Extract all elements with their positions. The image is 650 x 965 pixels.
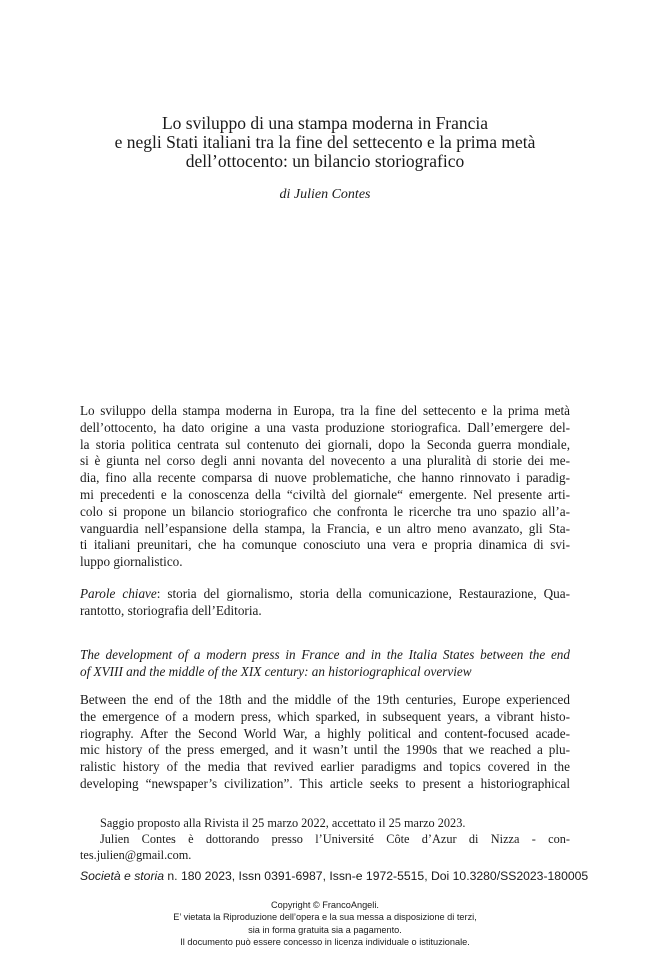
author-note-email: tes.julien@gmail.com. <box>80 848 192 862</box>
english-abstract-line: developing “newspaper’s civilization”. This article seeks to present a historiographical <box>80 775 570 791</box>
english-abstract-line: riography. After the Second World War, a highly political and content-focused acade- <box>80 725 570 741</box>
english-abstract-line: ralistic history of the media that revived earlier paradigms and topics covered in the <box>80 759 570 775</box>
keywords-text: : storia del giornalismo, storia della comunicazione, Restaurazione, Qua- <box>156 586 570 601</box>
copyright-notice <box>80 899 570 949</box>
keywords-line: rantotto, storiografia dell’Editoria. <box>80 602 262 618</box>
english-title-line: The development of a modern press in France and in the Italia States between the end <box>80 647 570 662</box>
english-abstract-line: the emergence of a modern press, which sparked, in subsequent years, a vibrant histo- <box>80 708 570 724</box>
abstract-line: si è giunta nel corso degli anni novanta del novecento a una pluralità di storie dei me- <box>80 453 570 469</box>
article-author: di Julien Contes <box>279 187 371 202</box>
abstract-line: Lo sviluppo della stampa moderna in Europa, tra la fine del settecento e la prima metà <box>80 403 570 418</box>
english-abstract-line: mic history of the press emerged, and it wasn’t until the 1990s that we reached a plu- <box>80 742 570 758</box>
keywords-label: Parole chiave <box>80 586 157 601</box>
copyright-line: Copyright © FrancoAngeli. <box>271 900 379 910</box>
abstract-english <box>80 692 570 793</box>
abstract-line: dia, fino alla recente comparsa di nuove problematiche, che hanno rinnovato i paradig- <box>80 470 570 486</box>
submission-note: Saggio proposto alla Rivista il 25 marzo 2022, accettato il 25 marzo 2023. <box>100 816 466 830</box>
journal-name: Società e storia <box>80 869 165 883</box>
footnotes <box>80 815 570 863</box>
title-line: Lo sviluppo di una stampa moderna in Francia <box>161 113 489 133</box>
keywords <box>80 586 570 620</box>
copyright-line: Il documento può essere concesso in licenza individuale o istituzionale. <box>180 937 470 948</box>
abstract-line: mi precedenti e la conoscenza della “civiltà del giornale“ emergente. Nel presente arti- <box>80 486 570 502</box>
abstract-line: colo si propone un bilancio storiografico che confronta le ricerche tra uno spazio all’a- <box>80 503 570 519</box>
english-title-line: of XVIII and the middle of the XIX century: an historiographical overview <box>80 663 472 679</box>
english-abstract-line: Between the end of the 18th and the middle of the 19th centuries, Europe experienced <box>80 692 570 707</box>
abstract-line: ti italiani preunitari, che ha comunque conosciuto una vera e propria dinamica di svi- <box>80 537 570 553</box>
abstract-line: dell’ottocento, ha dato origine a una vasta produzione storiografica. Dall’emergere del- <box>80 419 570 435</box>
english-title <box>80 647 570 681</box>
title-line: e negli Stati italiani tra la fine del settecento e la prima metà <box>114 132 536 152</box>
citation-details: n. 180 2023, Issn 0391-6987, Issn-e 1972-5515, Doi 10.3280/SS2023-180005 <box>164 869 589 883</box>
abstract-italian <box>80 403 570 571</box>
abstract-line: vanguardia nell’espansione della stampa, la Francia, e un altro meno avanzato, gli Sta- <box>80 520 570 536</box>
keywords-line <box>80 586 570 603</box>
copyright-line: sia in forma gratuita sia a pagamento. <box>248 924 402 935</box>
abstract-line: luppo giornalistico. <box>80 554 183 570</box>
abstract-line: la storia politica centrata sul contenuto dei giornali, dopo la Seconda guerra mondiale, <box>80 436 570 452</box>
copyright-line: E’ vietata la Riproduzione dell’opera e la sua messa a disposizione di terzi, <box>173 912 477 923</box>
author-note: Julien Contes è dottorando presso l’Université Côte d’Azur di Nizza - con- <box>100 832 570 846</box>
article-title <box>80 114 570 171</box>
journal-citation <box>80 869 589 883</box>
title-line: dell’ottocento: un bilancio storiografico <box>185 151 465 171</box>
